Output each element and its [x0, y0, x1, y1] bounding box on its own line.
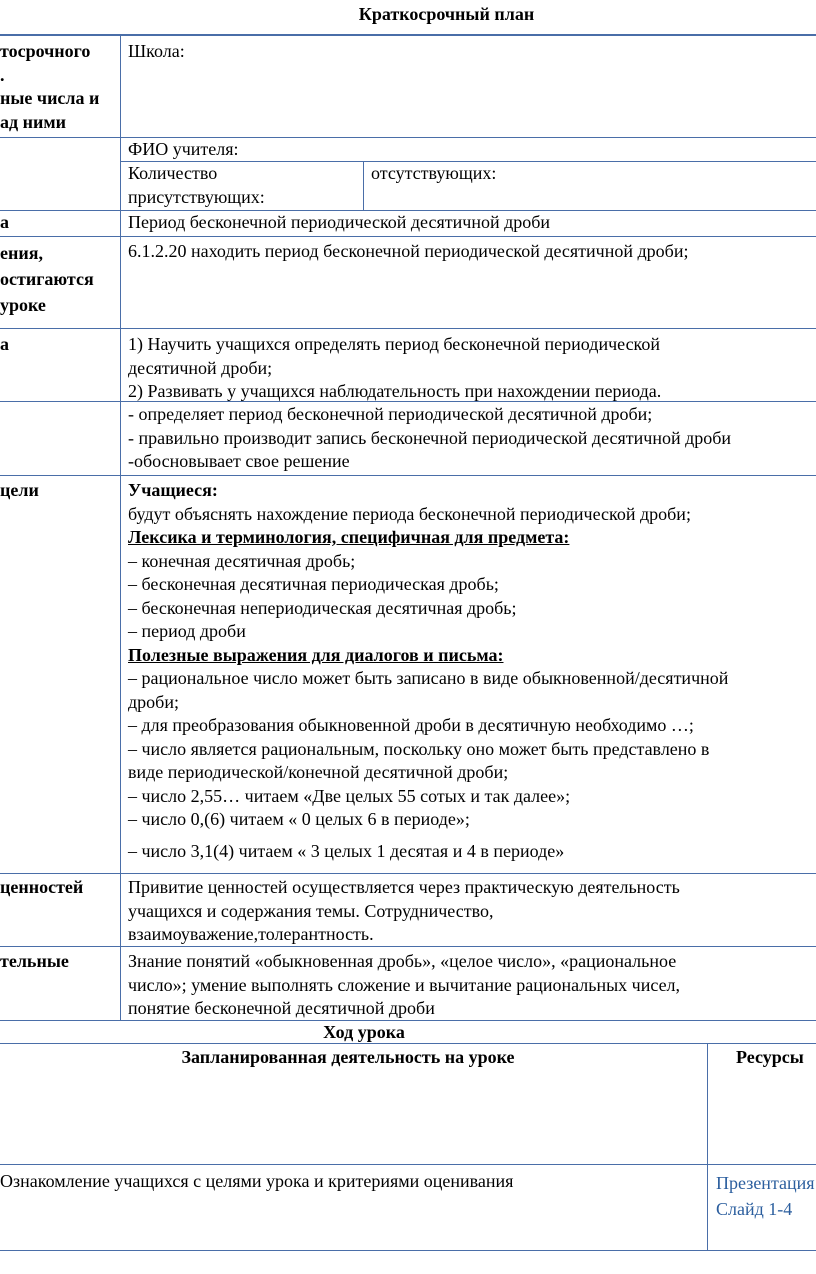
row-label-learning-objectives: ения, остигаются уроке	[0, 243, 94, 315]
table-border	[0, 137, 816, 138]
table-border	[0, 475, 816, 476]
row-label-lesson-goals: а	[0, 334, 9, 354]
row-label-values: ценностей	[0, 877, 84, 897]
present-count-field: Количество присутствующих:	[128, 163, 265, 207]
column-header-resources: Ресурсы	[736, 1047, 804, 1067]
row-label-language-goals: цели	[0, 480, 39, 500]
lesson-goals-value: 1) Научить учащихся определять период бесконечной периодической десятичной дроби; 2) Развивать у учащихся наблюдательность при нахождении периода.	[128, 334, 662, 401]
lesson-topic-value: Период бесконечной периодической десятичной дроби	[128, 212, 551, 232]
row-label-lesson-topic: а	[0, 212, 9, 232]
table-border	[120, 34, 121, 1020]
table-border	[0, 236, 816, 237]
resource-presentation: Презентация Слайд 1-4	[716, 1173, 815, 1219]
row-label-prior-knowledge: тельные	[0, 951, 69, 971]
column-header-activity: Запланированная деятельность на уроке	[181, 1047, 515, 1067]
lesson-heading: Ход урока	[323, 1022, 405, 1042]
absent-count-field: отсутствующих:	[371, 163, 497, 183]
table-border	[0, 328, 816, 329]
success-criteria-value: - определяет период бесконечной периодической десятичной дроби; - правильно производит запись бесконечной периодической десятичной дроби -обосновывает свое решение	[128, 404, 732, 471]
prior-knowledge-value: Знание понятий «обыкновенная дробь», «целое число», «рациональное число»; умение выполнять сложение и вычитание рациональных чисел, понятие бесконечной десятичной дроби	[128, 951, 681, 1018]
table-border	[363, 161, 364, 210]
table-border	[0, 1250, 816, 1251]
language-goals-value: Учащиеся: будут объяснять нахождение периода бесконечной периодической дроби; Лексика и терминология, специфичная для предмета: – конечная десятичная дробь; – бесконечная десятичная периодическая дробь; – бесконечная непериодическая десятичная дробь; – период дроби Полезные выражения для диалогов и письма: – рациональное число может быть записано в виде обыкновенной/десятичной дроби; – для преобразования обыкновенной дроби в десятичную необходимо …; – число является рациональным, поскольку оно может быть представлено в виде периодической/конечной десятичной дроби; – число 2,55… читаем «Две целых 55 сотых и так далее»; – число 0,(6) читаем « 0 целых 6 в периоде»; – число 3,1(4) читаем « 3 целых 1 десятая и 4 в периоде»	[128, 480, 729, 861]
row-label-topic: тосрочного . ные числа и ад ними	[0, 41, 100, 132]
table-border	[0, 34, 816, 36]
table-border	[0, 873, 816, 874]
school-field: Школа:	[128, 41, 185, 61]
table-border	[707, 1043, 708, 1250]
activity-intro: Ознакомление учащихся с целями урока и критериями оценивания	[0, 1171, 514, 1191]
table-border	[0, 1164, 816, 1165]
learning-objectives-value: 6.1.2.20 находить период бесконечной периодической десятичной дроби;	[128, 241, 689, 261]
values-value: Привитие ценностей осуществляется через практическую деятельность учащихся и содержания темы. Сотрудничество, взаимоуважение,толерантность.	[128, 877, 680, 944]
teacher-name-field: ФИО учителя:	[128, 139, 239, 159]
page-title: Краткосрочный план	[358, 4, 535, 24]
